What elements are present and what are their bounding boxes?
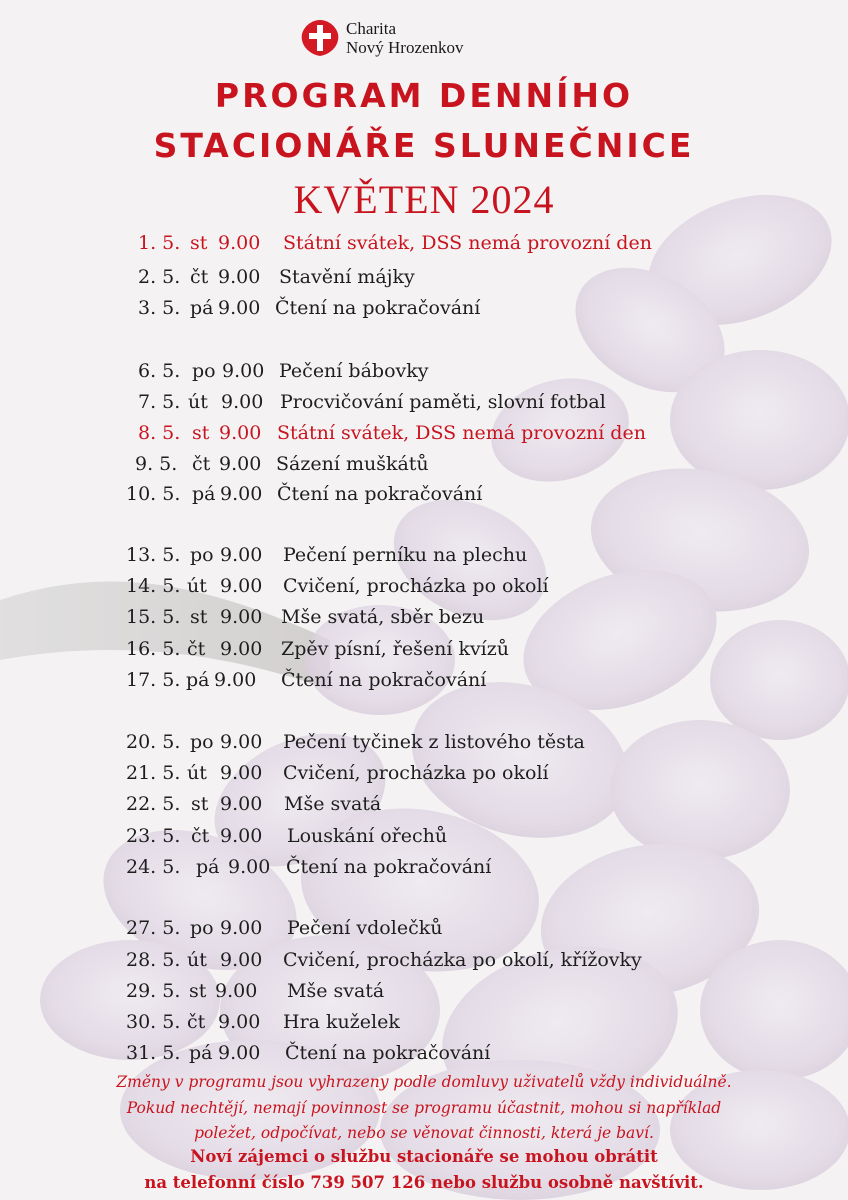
program-time: 9.00 bbox=[219, 453, 262, 475]
program-date: 8. 5. bbox=[138, 422, 181, 444]
program-date: 15. 5. bbox=[126, 606, 181, 628]
program-row bbox=[0, 606, 848, 634]
program-day: st bbox=[190, 232, 208, 254]
program-date: 16. 5. bbox=[126, 638, 181, 660]
program-date: 3. 5. bbox=[138, 297, 181, 319]
program-time: 9.00 bbox=[218, 297, 261, 319]
program-time: 9.00 bbox=[219, 422, 262, 444]
program-time: 9.00 bbox=[218, 1011, 261, 1033]
program-row bbox=[0, 638, 848, 666]
program-day: pá bbox=[196, 856, 220, 878]
program-activity: Pečení tyčinek z listového těsta bbox=[283, 731, 585, 753]
program-row bbox=[0, 980, 848, 1008]
program-day: pá bbox=[186, 669, 210, 691]
program-activity: Mše svatá bbox=[287, 980, 385, 1002]
program-time: 9.00 bbox=[215, 980, 258, 1002]
program-time: 9.00 bbox=[220, 825, 263, 847]
program-day: st bbox=[189, 980, 207, 1002]
program-time: 9.00 bbox=[220, 544, 263, 566]
program-date: 23. 5. bbox=[126, 825, 181, 847]
program-time: 9.00 bbox=[220, 762, 263, 784]
program-date: 6. 5. bbox=[138, 360, 181, 382]
program-time: 9.00 bbox=[220, 606, 263, 628]
program-date: 21. 5. bbox=[126, 762, 181, 784]
program-row bbox=[0, 544, 848, 572]
program-time: 9.00 bbox=[218, 1042, 261, 1064]
program-activity: Stavění májky bbox=[279, 266, 415, 288]
program-row bbox=[0, 731, 848, 759]
program-row bbox=[0, 483, 848, 511]
program-row bbox=[0, 1011, 848, 1039]
contact-line-2: na telefonní číslo 739 507 126 nebo službu osobně navštívit. bbox=[144, 1173, 704, 1192]
program-date: 17. 5. bbox=[126, 669, 181, 691]
program-date: 1. 5. bbox=[138, 232, 181, 254]
program-date: 22. 5. bbox=[126, 793, 181, 815]
program-activity: Hra kuželek bbox=[283, 1011, 400, 1033]
program-day: po bbox=[190, 917, 214, 939]
program-activity: Čtení na pokračování bbox=[275, 297, 481, 319]
program-activity: Pečení bábovky bbox=[279, 360, 429, 382]
program-time: 9.00 bbox=[221, 391, 264, 413]
program-row bbox=[0, 917, 848, 945]
program-day: st bbox=[192, 422, 210, 444]
program-time: 9.00 bbox=[220, 731, 263, 753]
program-activity: Cvičení, procházka po okolí bbox=[283, 575, 549, 597]
program-day: út bbox=[187, 575, 207, 597]
program-row bbox=[0, 762, 848, 790]
program-time: 9.00 bbox=[220, 575, 263, 597]
note-line-1: Změny v programu jsou vyhrazeny podle domluvy uživatelů vždy individuálně. bbox=[116, 1073, 732, 1091]
program-row bbox=[0, 391, 848, 419]
program-activity: Státní svátek, DSS nemá provozní den bbox=[277, 422, 646, 444]
program-time: 9.00 bbox=[220, 483, 263, 505]
program-activity: Louskání ořechů bbox=[287, 825, 448, 847]
program-row bbox=[0, 422, 848, 450]
page-title-line-1: PROGRAM DENNÍHO bbox=[214, 76, 634, 115]
program-time: 9.00 bbox=[218, 232, 261, 254]
program-activity: Procvičování paměti, slovní fotbal bbox=[280, 391, 606, 413]
program-date: 7. 5. bbox=[138, 391, 181, 413]
program-row bbox=[0, 360, 848, 388]
program-time: 9.00 bbox=[214, 669, 257, 691]
program-activity: Pečení perníku na plechu bbox=[283, 544, 528, 566]
program-date: 24. 5. bbox=[126, 856, 181, 878]
program-row bbox=[0, 266, 848, 294]
program-date: 29. 5. bbox=[126, 980, 181, 1002]
program-time: 9.00 bbox=[220, 949, 263, 971]
month-heading: KVĚTEN 2024 bbox=[293, 177, 555, 222]
program-day: čt bbox=[192, 453, 211, 475]
program-time: 9.00 bbox=[228, 856, 271, 878]
program-activity: Pečení vdolečků bbox=[287, 917, 443, 939]
program-day: út bbox=[187, 949, 207, 971]
program-activity: Mše svatá, sběr bezu bbox=[281, 606, 485, 628]
charita-logo bbox=[300, 14, 464, 62]
program-day: út bbox=[188, 391, 208, 413]
program-activity: Čtení na pokračování bbox=[277, 483, 483, 505]
program-day: po bbox=[190, 731, 214, 753]
program-activity: Čtení na pokračování bbox=[281, 669, 487, 691]
program-activity: Cvičení, procházka po okolí bbox=[283, 762, 549, 784]
program-day: po bbox=[192, 360, 216, 382]
program-day: po bbox=[190, 544, 214, 566]
program-date: 20. 5. bbox=[126, 731, 181, 753]
program-day: čt bbox=[187, 638, 206, 660]
program-activity: Sázení muškátů bbox=[276, 453, 429, 475]
program-day: st bbox=[191, 793, 209, 815]
program-row bbox=[0, 669, 848, 697]
program-day: pá bbox=[189, 1042, 213, 1064]
organization-location: Nový Hrozenkov bbox=[346, 38, 464, 57]
note-line-3: poležet, odpočívat, nebo se věnovat činnosti, která je baví. bbox=[194, 1124, 654, 1142]
program-row bbox=[0, 232, 848, 260]
program-row bbox=[0, 297, 848, 325]
program-activity: Cvičení, procházka po okolí, křížovky bbox=[283, 949, 642, 971]
contact-line-1: Noví zájemci o službu stacionáře se mohou obrátit bbox=[190, 1147, 658, 1166]
program-date: 30. 5. bbox=[126, 1011, 181, 1033]
program-row bbox=[0, 856, 848, 884]
program-time: 9.00 bbox=[220, 793, 263, 815]
program-day: čt bbox=[187, 1011, 206, 1033]
program-time: 9.00 bbox=[220, 917, 263, 939]
program-date: 10. 5. bbox=[126, 483, 181, 505]
program-activity: Čtení na pokračování bbox=[286, 856, 492, 878]
program-row bbox=[0, 825, 848, 853]
program-day: pá bbox=[190, 297, 214, 319]
program-time: 9.00 bbox=[218, 266, 261, 288]
program-row bbox=[0, 949, 848, 977]
program-row bbox=[0, 1042, 848, 1070]
note-line-2: Pokud nechtějí, nemají povinnost se programu účastnit, mohou si například bbox=[126, 1099, 722, 1117]
program-activity: Čtení na pokračování bbox=[285, 1042, 491, 1064]
program-day: čt bbox=[190, 266, 209, 288]
program-activity: Zpěv písní, řešení kvízů bbox=[281, 638, 510, 660]
program-date: 9. 5. bbox=[135, 453, 178, 475]
organization-name: Charita bbox=[346, 19, 397, 38]
program-day: út bbox=[187, 762, 207, 784]
program-row bbox=[0, 575, 848, 603]
program-time: 9.00 bbox=[220, 638, 263, 660]
program-date: 31. 5. bbox=[126, 1042, 181, 1064]
program-row bbox=[0, 793, 848, 821]
program-day: čt bbox=[191, 825, 210, 847]
charita-cross-icon bbox=[300, 18, 340, 58]
program-activity: Mše svatá bbox=[284, 793, 382, 815]
program-date: 2. 5. bbox=[138, 266, 181, 288]
program-day: st bbox=[190, 606, 208, 628]
program-time: 9.00 bbox=[222, 360, 265, 382]
page-title-line-2: STACIONÁŘE SLUNEČNICE bbox=[153, 126, 695, 165]
program-row bbox=[0, 453, 848, 481]
program-date: 27. 5. bbox=[126, 917, 181, 939]
program-date: 13. 5. bbox=[126, 544, 181, 566]
program-date: 28. 5. bbox=[126, 949, 181, 971]
program-date: 14. 5. bbox=[126, 575, 181, 597]
program-day: pá bbox=[192, 483, 216, 505]
program-activity: Státní svátek, DSS nemá provozní den bbox=[283, 232, 652, 254]
